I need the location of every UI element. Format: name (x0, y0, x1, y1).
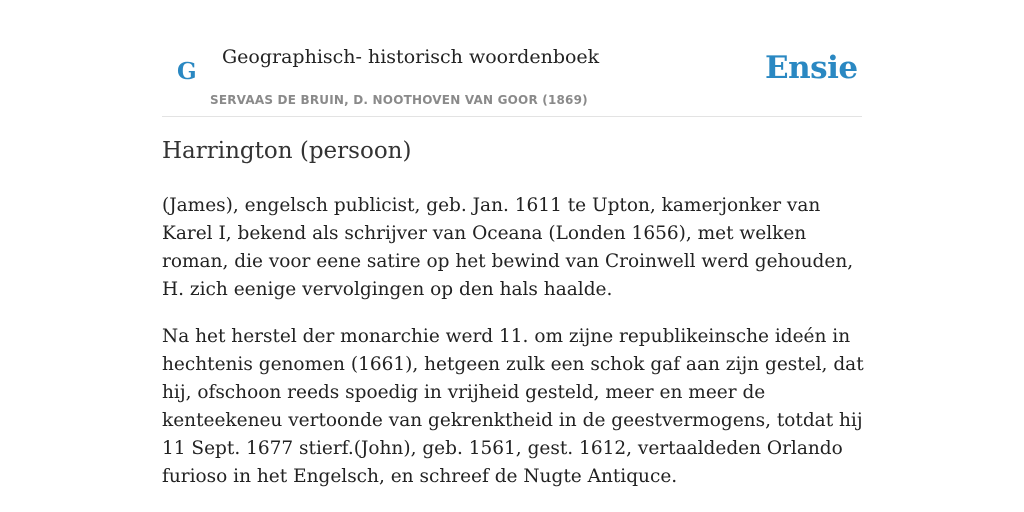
dictionary-icon[interactable]: G (177, 58, 197, 85)
brand-logo[interactable]: Ensie (765, 50, 858, 86)
book-title[interactable]: Geographisch- historisch woordenboek (222, 46, 600, 68)
book-author: SERVAAS DE BRUIN, D. NOOTHOVEN VAN GOOR (1869) (210, 93, 588, 107)
entry-paragraph: (James), engelsch publicist, geb. Jan. 1611 te Upton, kamerjonker van Karel I, bekend als schrijver van Oceana (Londen 1656), met welken roman, die voor eene satire op het bewind van Croinwell werd gehouden, H. zich eenige vervolgingen op den hals haalde. (162, 195, 854, 300)
entry-body (162, 192, 866, 510)
entry-paragraph: Na het herstel der monarchie werd 11. om zijne republikeinsche ideén in hechtenis genomen (1661), hetgeen zulk een schok gaf aan zijn gestel, dat hij, ofschoon reeds spoedig in vrijheid gesteld, meer en meer de kenteekeneu vertoonde van gekrenktheid in de geestvermogens, totdat hij 11 Sept. 1677 stierf.(John), geb. 1561, gest. 1612, vertaaldeden Orlando furioso in het Engelsch, en schreef de Nugte Antiquce. (162, 326, 864, 487)
entry-title: Harrington (persoon) (162, 138, 412, 164)
